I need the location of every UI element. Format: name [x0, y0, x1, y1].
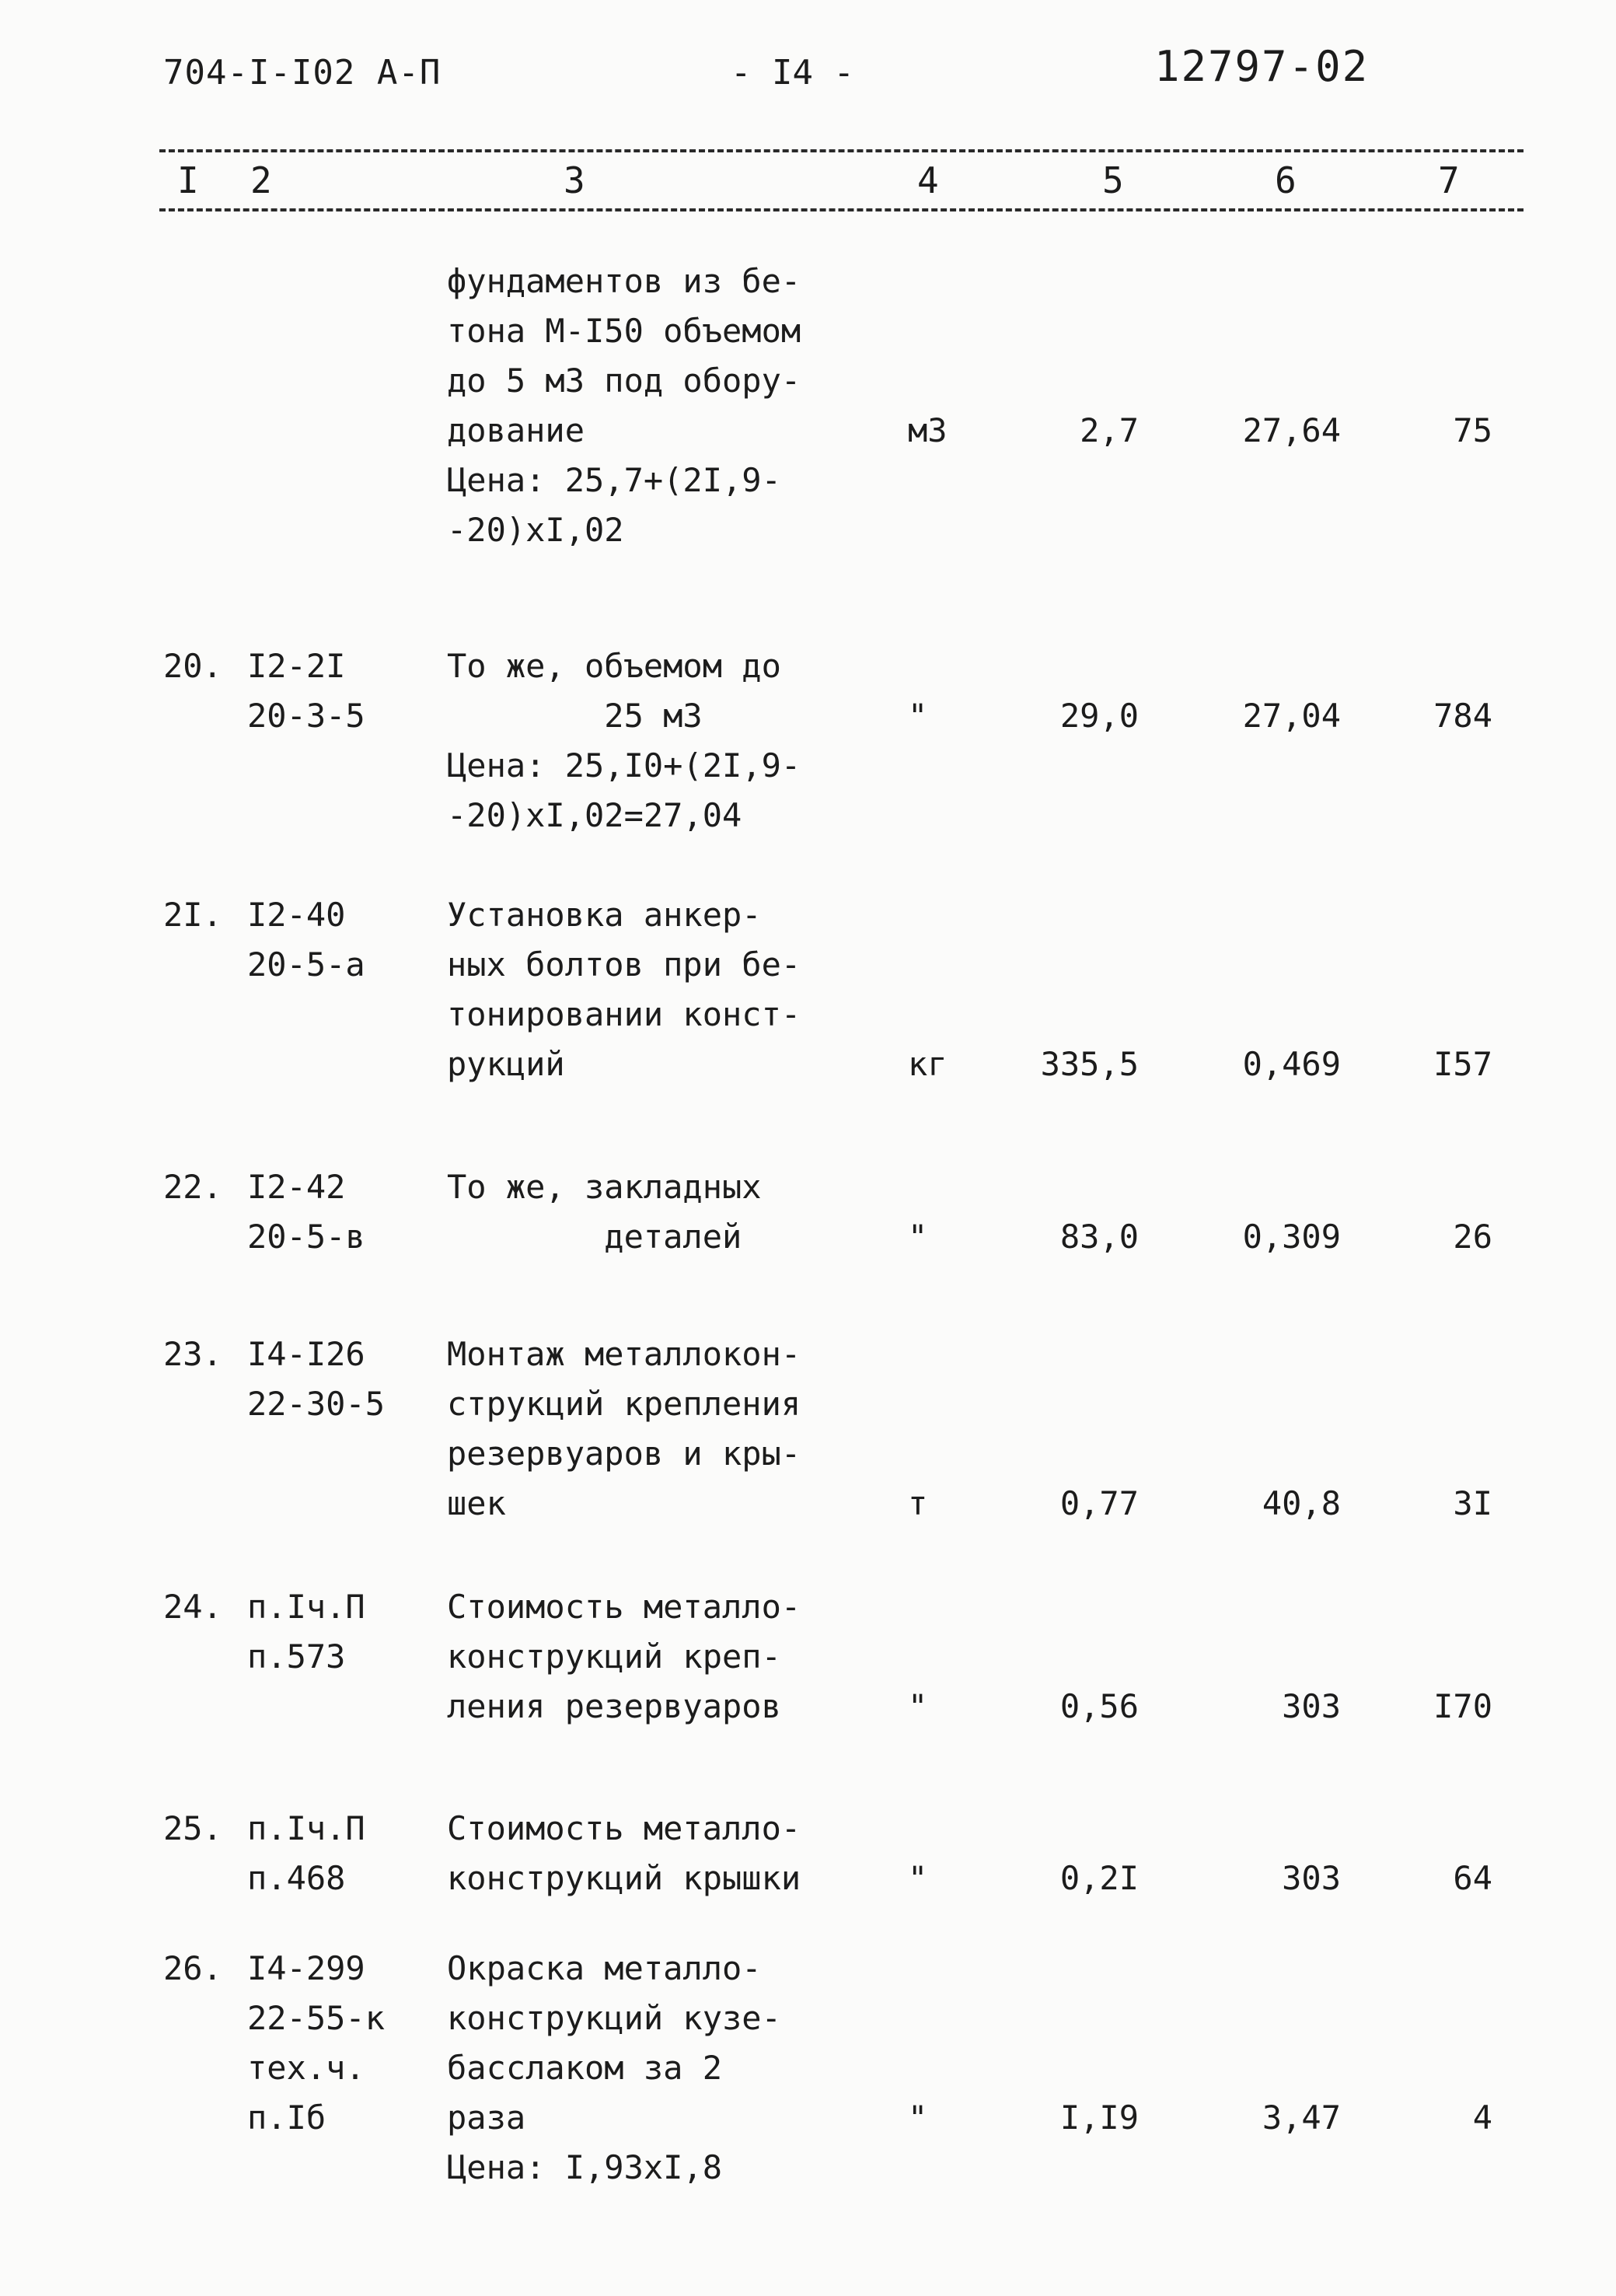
row-description-line: Окраска металло-: [447, 1949, 762, 1987]
row-description-line: деталей: [447, 1218, 742, 1256]
row-number: 20.: [163, 647, 222, 685]
row-price: 40,8: [1262, 1484, 1341, 1522]
row-code: 22-30-5: [247, 1385, 386, 1423]
column-number: 7: [1438, 159, 1460, 201]
row-unit: м3: [908, 411, 948, 449]
column-number: 5: [1102, 159, 1124, 201]
row-description-line: до 5 м3 под обору-: [447, 362, 801, 400]
row-code: I2-42: [247, 1168, 346, 1206]
row-code: п.Iч.П: [247, 1809, 365, 1847]
row-code: 20-3-5: [247, 697, 365, 735]
row-description-line: Установка анкер-: [447, 896, 762, 934]
column-number: I: [177, 159, 199, 201]
row-description-line: струкций крепления: [447, 1385, 801, 1423]
row-description-line: резервуаров и кры-: [447, 1435, 801, 1473]
row-unit: ": [908, 1218, 928, 1256]
row-unit: ": [908, 1687, 928, 1725]
row-description-line: -20)xI,02=27,04: [447, 796, 742, 834]
row-quantity: 2,7: [1080, 411, 1139, 449]
row-total: 26: [1453, 1218, 1492, 1256]
row-total: 75: [1453, 411, 1492, 449]
row-code: п.Iч.П: [247, 1588, 365, 1626]
page-header: [0, 42, 1616, 107]
row-code: I2-2I: [247, 647, 346, 685]
row-number: 24.: [163, 1588, 222, 1626]
row-description-line: конструкций крышки: [447, 1859, 801, 1897]
row-description-line: басслаком за 2: [447, 2049, 723, 2087]
row-description-line: Цена: 25,7+(2I,9-: [447, 461, 781, 499]
column-numbers: [0, 159, 1616, 206]
row-price: 3,47: [1262, 2099, 1341, 2137]
row-total: I70: [1433, 1687, 1492, 1725]
row-description-line: тона М-I50 объемом: [447, 312, 801, 350]
row-price: 27,64: [1242, 411, 1341, 449]
row-price: 27,04: [1242, 697, 1341, 735]
row-code: п.Iб: [247, 2099, 326, 2137]
column-number: 4: [917, 159, 939, 201]
header-rule-bottom: [159, 208, 1524, 211]
row-number: 2I.: [163, 896, 222, 934]
row-number: 25.: [163, 1809, 222, 1847]
row-total: 4: [1472, 2099, 1492, 2137]
row-description-line: Цена: 25,I0+(2I,9-: [447, 746, 801, 785]
column-number: 6: [1275, 159, 1297, 201]
row-unit: ": [908, 697, 928, 735]
row-description-line: ления резервуаров: [447, 1687, 781, 1725]
row-description-line: Цена: I,93xI,8: [447, 2148, 723, 2186]
row-description-line: фундаментов из бе-: [447, 262, 801, 300]
page-number: - I4 -: [731, 53, 854, 93]
row-number: 26.: [163, 1949, 222, 1987]
row-code: п.573: [247, 1637, 346, 1676]
row-price: 0,469: [1242, 1045, 1341, 1083]
row-quantity: 0,2I: [1059, 1859, 1139, 1897]
row-description-line: Стоимость металло-: [447, 1809, 801, 1847]
row-number: 22.: [163, 1168, 222, 1206]
row-description-line: -20)xI,02: [447, 511, 624, 549]
row-total: 3I: [1453, 1484, 1492, 1522]
column-number: 2: [250, 159, 272, 201]
row-code: 20-5-а: [247, 945, 365, 984]
row-unit: т: [908, 1484, 928, 1522]
row-quantity: 83,0: [1059, 1218, 1139, 1256]
row-code: 20-5-в: [247, 1218, 365, 1256]
row-quantity: 335,5: [1040, 1045, 1139, 1083]
row-quantity: I,I9: [1059, 2099, 1139, 2137]
row-unit: ": [908, 2099, 928, 2137]
row-price: 303: [1282, 1687, 1341, 1725]
row-total: 784: [1433, 697, 1492, 735]
row-code: I4-I26: [247, 1335, 365, 1373]
row-quantity: 29,0: [1059, 697, 1139, 735]
row-description-line: То же, закладных: [447, 1168, 762, 1206]
row-description-line: рукций: [447, 1045, 565, 1083]
row-description-line: тонировании конст-: [447, 995, 801, 1033]
document-code: 704-I-I02 А-П: [163, 53, 442, 93]
row-description-line: Стоимость металло-: [447, 1588, 801, 1626]
row-price: 0,309: [1242, 1218, 1341, 1256]
row-code: п.468: [247, 1859, 346, 1897]
row-price: 303: [1282, 1859, 1341, 1897]
row-total: 64: [1453, 1859, 1492, 1897]
row-description-line: ных болтов при бе-: [447, 945, 801, 984]
row-unit: ": [908, 1859, 928, 1897]
row-total: I57: [1433, 1045, 1492, 1083]
row-description-line: дование: [447, 411, 585, 449]
row-description-line: конструкций креп-: [447, 1637, 781, 1676]
row-description-line: раза: [447, 2099, 526, 2137]
row-description-line: конструкций кузе-: [447, 1999, 781, 2037]
document-number: 12797-02: [1154, 42, 1370, 91]
row-description-line: То же, объемом до: [447, 647, 781, 685]
row-code: I4-299: [247, 1949, 365, 1987]
row-description-line: Монтаж металлокон-: [447, 1335, 801, 1373]
row-quantity: 0,77: [1059, 1484, 1139, 1522]
row-code: тех.ч.: [247, 2049, 365, 2087]
header-rule-top: [159, 149, 1524, 152]
row-quantity: 0,56: [1059, 1687, 1139, 1725]
row-unit: кг: [908, 1045, 948, 1083]
row-description-line: 25 м3: [447, 697, 703, 735]
row-description-line: шек: [447, 1484, 506, 1522]
column-number: 3: [564, 159, 585, 201]
row-code: 22-55-к: [247, 1999, 386, 2037]
row-code: I2-40: [247, 896, 346, 934]
row-number: 23.: [163, 1335, 222, 1373]
